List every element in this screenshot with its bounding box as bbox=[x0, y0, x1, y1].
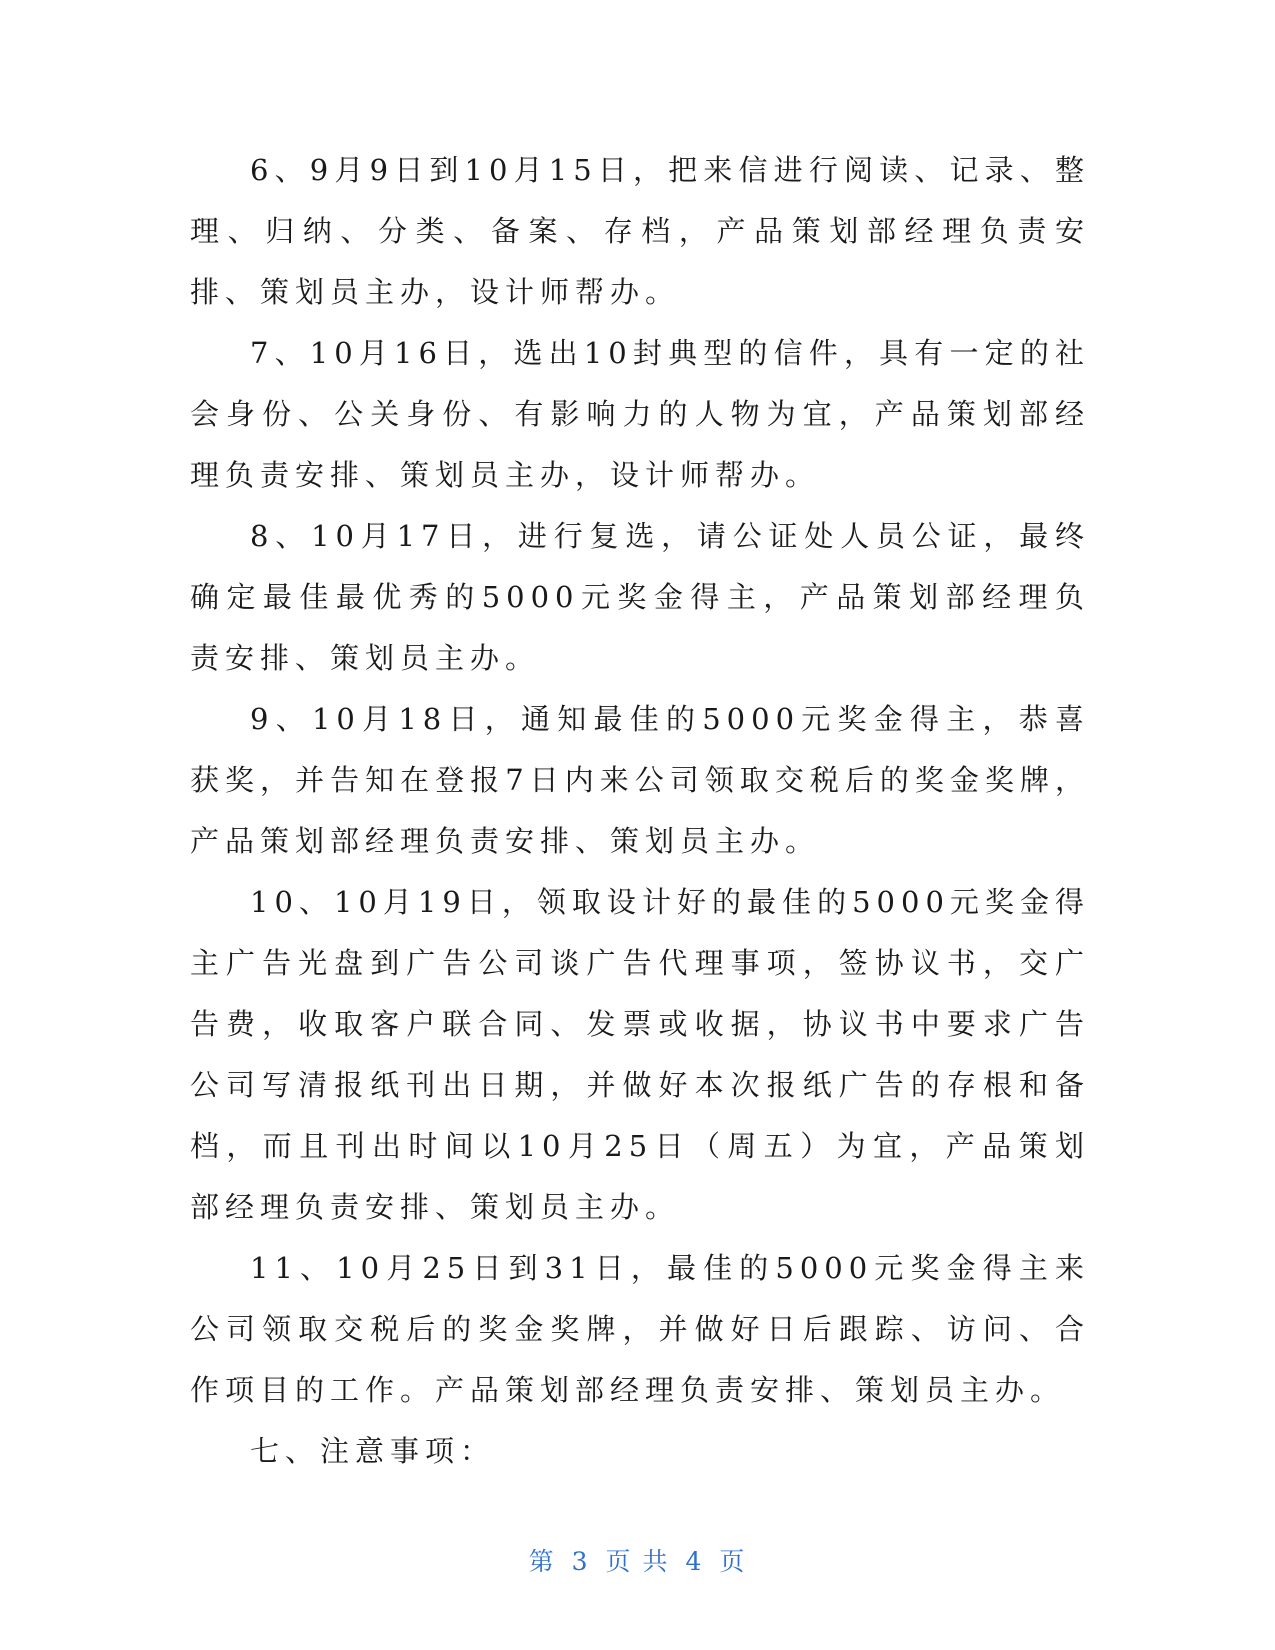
footer-total-pages: 4 bbox=[685, 1547, 704, 1576]
page-footer bbox=[0, 1542, 1275, 1578]
section-heading-notes: 七、注意事项： bbox=[250, 1434, 496, 1468]
footer-middle: 页 共 bbox=[605, 1547, 670, 1576]
paragraph-item-8: 8、10月17日，进行复选，请公证处人员公证，最终确定最佳最优秀的5000元奖金得主，产品策划部经理负责安排、策划员主办。 bbox=[190, 519, 1090, 675]
paragraph-item-6: 6、9月9日到10月15日，把来信进行阅读、记录、整理、归纳、分类、备案、存档，产品策划部经理负责安排、策划员主办，设计师帮办。 bbox=[190, 153, 1090, 309]
footer-suffix: 页 bbox=[719, 1547, 747, 1576]
document-body bbox=[190, 140, 1090, 1482]
footer-prefix: 第 bbox=[528, 1547, 556, 1576]
paragraph-item-10: 10、10月19日，领取设计好的最佳的5000元奖金得主广告光盘到广告公司谈广告代理事项，签协议书，交广告费，收取客户联合同、发票或收据，协议书中要求广告公司写清报纸刊出日期，并做好本次报纸广告的存根和备档，而且刊出时间以10月25日（周五）为宜，产品策划部经理负责安排、策划员主办。 bbox=[190, 885, 1090, 1224]
paragraph-item-11: 11、10月25日到31日，最佳的5000元奖金得主来公司领取交税后的奖金奖牌，并做好日后跟踪、访问、合作项目的工作。产品策划部经理负责安排、策划员主办。 bbox=[190, 1251, 1090, 1407]
paragraph-item-7: 7、10月16日，选出10封典型的信件，具有一定的社会身份、公关身份、有影响力的人物为宜，产品策划部经理负责安排、策划员主办，设计师帮办。 bbox=[190, 336, 1090, 492]
footer-current-page: 3 bbox=[571, 1547, 590, 1576]
paragraph-item-9: 9、10月18日，通知最佳的5000元奖金得主，恭喜获奖，并告知在登报7日内来公司领取交税后的奖金奖牌，产品策划部经理负责安排、策划员主办。 bbox=[190, 702, 1090, 858]
